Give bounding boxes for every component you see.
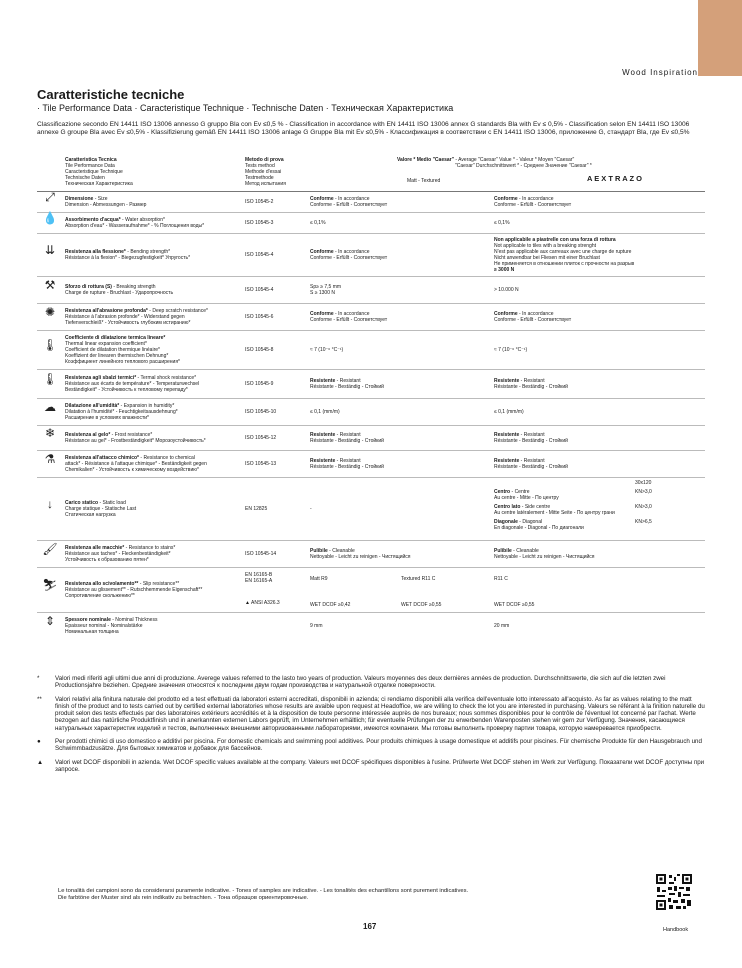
value-textured: Textured R11 C [401, 576, 436, 582]
classification-intro: Classificazione secondo EN 14411 ISO 13006 annesso G gruppo Bla con Ev ≤0,5 % - Classification in accordance with EN 14411 ISO 13006 annex G standards Bla with Ev ≤ 0,5% - Classification selon EN 14411 ISO 13006 annexe G groupe Bla avec Ev ≤0,5% - Klassifizierung gemäß EN 14411 ISO 13006 anlage G Gruppe Bla mit Ev ≤0,5% - Классификация в соответствии с EN 14411 ISO 13006, приложение G, стандарт Bla, где Ev ≤0,5% [37, 121, 690, 137]
characteristic: Coefficiente di dilatazione termica lineare* Thermal linear expansion coefficient* Coefficient de dilatation thermique linéaire* Koeffizient der linearen thermischen Dehnung* Коэффициент линейного теплового расширения* [65, 335, 180, 365]
table-row [37, 568, 705, 613]
characteristic: Resistenza al gelo* - Frost resistance* Résistance au gel* - Frostbeständigkeit* Морозоустойчивость* [65, 432, 206, 444]
value-aextrazo: 20 mm [494, 623, 510, 629]
footnote-text: Valori relativi alla finitura naturale del prodotto ed a test effettuati da laboratori esterni accreditati, disponibili in azienda; ci rendiamo disponibili alla verifica dell'eventuale lotto interessato all'acquisto. As far as values relating to the matt finish of the product and to tests carried out by certified external laboratories whose results are avaible upon request at Headoffice, we are willing to check the lot you are interested in purchasing. Valeurs se référant à la finition naturelle du produit selon des tests effectués par des laboratoires extérieurs accrédités et à la disposition de toute personne intéressée auprès de nos bureaux; nous sommes disponibles pour le contrôle de l'éventuel lot concerné par l'achat. Werte bezogen auf das natürliche Produktfinish und in anerkannten externen Labors geprüft, im Unternehmen erhältlich; für eventuelle Prüfungen der zu erwerbenden Warenposten stehen wir gern zur Verfügung. Значения, касающиеся натуральных характеристик изделий и тестов, выполненных внешними авторизованными лабораториями, имеются компании. Мы готовы выполнить проверку партии товара, которую намеревается приобрести. [55, 695, 705, 732]
table-row [37, 478, 705, 541]
characteristic: Resistenza alle macchie* - Resistance to stains* Résistance aux taches* - Fleckenbeständigkeit* Устойчивость к образованию пятен* [65, 545, 176, 563]
value-aextrazo: Conforme - In accordance Conforme - Erfüllt - Соответствует [494, 196, 572, 208]
header-matt-textured: Matt - Textured [407, 178, 441, 184]
load-size: 30x120 [635, 480, 652, 486]
value-matt: ≈ 7 (10⁻⁶ °C⁻¹) [310, 347, 344, 353]
value-aextrazo: Resistente - Resistant Résistante - Beständig - Стойкий [494, 378, 568, 390]
page-subtitle: · Tile Performance Data · Caracteristique Technique · Technische Daten · Техническая Характеристика [37, 103, 454, 113]
test-method: ISO 10545-2 [245, 199, 274, 205]
value-matt: Matt R9 [310, 576, 328, 582]
handbook-label: Handbook [663, 927, 689, 933]
row-icon: ☁ [44, 400, 56, 414]
characteristic: Resistenza alla flessione* - Bending strength* Résistance à la flexion* - Biegezugfestigkeit* Упругость* [65, 249, 191, 261]
value-matt: 9 mm [310, 623, 323, 629]
row-icon: ❄ [44, 426, 56, 440]
test-method: ISO 10545-4 [245, 252, 274, 258]
footnote [37, 759, 705, 774]
footnote [37, 696, 705, 732]
footnote-text: Valori medi riferiti agli ultimi due anni di produzione. Averege values referred to the lasto two years of production. Valeurs moyennes des deux dernières années de production. Durchschnittswerte, die sich auf die letzten zwei Productionsjahre beziehen. Средние значения относятся к последним двум годам производства и натуральной отделке поверхности. [55, 675, 666, 690]
footnote-marker: ** [37, 695, 42, 703]
value-aextrazo: > 10.000 N [494, 287, 519, 293]
value-matt: Conforme - In accordance Conforme - Erfüllt - Соответствует [310, 249, 388, 261]
load-item: Diagonale - Diagonal En diagonale - Diagonal - По диагонали [494, 519, 584, 531]
footnotes [37, 675, 705, 779]
test-method: ISO 10545-6 [245, 314, 274, 320]
table-row [37, 304, 705, 331]
value-matt: - [310, 506, 312, 512]
value-aextrazo: Non applicabile a piastrelle con una forza di rottura Not applicable to tiles with a breaking strenght N'est pas applicable aux carreaux avec une charge de rupture Nicht anwendbar bei Fliesen mit einer Bruchlast Не применяется в отношении плиток с прочности на разрыв ≥ 3000 N [494, 237, 635, 273]
value-aextrazo: ≤ 0,1% [494, 220, 510, 226]
value-matt: Conforme - In accordance Conforme - Erfüllt - Соответствует [310, 196, 388, 208]
value-matt: Resistente - Resistant Résistante - Beständig - Стойкий [310, 432, 384, 444]
table-row [37, 370, 705, 399]
row-icon: ⇕ [44, 614, 56, 628]
table-row [37, 451, 705, 478]
qr-code-icon[interactable] [655, 873, 693, 919]
test-method: ISO 10545-8 [245, 347, 274, 353]
value-aextrazo: ≤ 0,1 (mm/m) [494, 409, 524, 415]
row-icon: 🌡 [42, 338, 58, 352]
value-matt: Conforme - In accordance Conforme - Erfüllt - Соответствует [310, 311, 388, 323]
value-matt: Resistente - Resistant Résistante - Beständig - Стойкий [310, 458, 384, 470]
value-aextrazo: Resistente - Resistant Résistante - Beständig - Стойкий [494, 458, 568, 470]
row-icon: ✺ [44, 305, 56, 319]
table-body [37, 192, 705, 639]
load-value: KN>3,0 [635, 489, 652, 495]
characteristic: Spessore nominale - Nominal Thickness Epaisseur nominal - Nominalstärke Номинальная толщина [65, 617, 158, 635]
load-value: KN>3,0 [635, 504, 652, 510]
row-icon: 🌡 [42, 372, 58, 386]
characteristic: Assorbimento d'acqua* - Water absorption* Absorption d'eau* - Wasseraufnahme* - % Поглощения воды* [65, 217, 205, 229]
page-number: 167 [363, 922, 377, 931]
test-method: ISO 10545-12 [245, 435, 277, 441]
characteristic: Dimensione - Size Dimension - Abmessungen - Размер [65, 196, 147, 208]
value-matt: ≤ 0,1 (mm/m) [310, 409, 340, 415]
value-aextrazo: Conforme - In accordance Conforme - Erfüllt - Соответствует [494, 311, 572, 323]
table-header [37, 151, 705, 192]
footnote [37, 675, 705, 690]
header-method: Metodo di prova Tests method Methode d'essai Testmethode Метод испытания [245, 157, 286, 187]
load-item: Centro - Centre Au centre - Mitte - По центру [494, 489, 559, 501]
footnote-marker: * [37, 675, 40, 682]
sample-disclaimer: Le tonalità dei campioni sono da considerarsi puramente indicative. - Tones of samples are indicative. - Les tonalités des echantillons sont purement indicatives. Die farbtöne der Muster sind als rein indikativ zu betrachten. - Тона образцов ориентировочные. [58, 888, 469, 901]
technical-table [37, 151, 705, 639]
dcof-matt: WET DCOF ≥0,42 [310, 602, 351, 608]
table-row [37, 277, 705, 304]
row-icon: ⛷ [42, 578, 58, 592]
table-row [37, 613, 705, 639]
table-row [37, 331, 705, 370]
characteristic: Resistenza agli sbalzi termici* - Termal shock resistance* Résistance aux écarts de température* - Temperaturwechsel Beständigkeit* - Устойчивость к тепловому перепаду* [65, 375, 200, 393]
table-row [37, 192, 705, 213]
test-method: EN 16165-B EN 16165-A [245, 572, 273, 584]
value-aextrazo: ≈ 7 (10⁻⁶ °C⁻¹) [494, 347, 528, 353]
table-row [37, 399, 705, 426]
characteristic: Resistenza all'attacco chimico* - Resistance to chemical attack* - Résistance à l'attaque chimique* - Beständigkeit gegen Chemikalien* - Устойчивость к химическому воздействию* [65, 455, 207, 473]
table-row [37, 541, 705, 568]
test-method: ISO 10545-9 [245, 381, 274, 387]
characteristic: Dilatazione all'umidità* - Expansion in humidity* Dilatation à l'humidité* - Feuchtigkeitsausdehnung* Расширение в условиях влажности* [65, 403, 178, 421]
footnote [37, 738, 705, 753]
test-method: ISO 10545-14 [245, 551, 277, 557]
dcof-textured: WET DCOF ≥0,55 [401, 602, 442, 608]
page-title: Caratteristiche tecniche [37, 87, 185, 102]
value-aextrazo: R11 C [494, 576, 508, 582]
header-characteristic: Caratteristica Tecnica Tile Performance Data Caracteristique Technique Technische Daten Техническая Характеристика [65, 157, 133, 187]
test-method: ISO 10545-3 [245, 220, 274, 226]
footnote-text: Valori wet DCOF disponibili in azienda. Wet DCOF specific values available at the company. Valeurs wet DCOF spécifiques disponibles à l'usine. Prüfwerte Wet DCOF stehen im Werk zur Verfügung. Показатели wet DCOF доступны при запросе. [55, 758, 705, 773]
value-matt: Resistente - Resistant Résistante - Beständig - Стойкий [310, 378, 384, 390]
table-row [37, 426, 705, 451]
characteristic: Carico statico - Static load Charge statique - Statische Last Статическая нагрузка [65, 500, 137, 518]
section-color-tab [698, 0, 742, 76]
value-matt: Sp≥ ≥ 7,5 mm S ≥ 1300 N [310, 284, 342, 296]
characteristic: Sforzo di rottura (S) - Breaking strength Charge de rupture - Bruchlast - Ударопрочность [65, 284, 174, 296]
characteristic: Resistenza allo scivolamento** - Slip resistance** Résistance au glissement** - Rutschhemmende Eigenschaft** Сопротивление скольжению** [65, 581, 203, 599]
value-aextrazo: Resistente - Resistant Résistante - Beständig - Стойкий [494, 432, 568, 444]
collection-name: Wood Inspiration [622, 68, 698, 77]
header-aextrazo: A E X T R A Z O [587, 174, 643, 183]
header-value: Valore * Medio "Caesar" - Average "Caesar" Value * - Valeur * Moyen "Caesar" "Caesar" Durchschnittswert * - Среднее Значение "Caesar" * [397, 157, 592, 169]
value-matt: Pulibile - Cleanable Nettoyable - Leicht zu reinigen - Чистящийся [310, 548, 411, 560]
row-icon: ⚗ [44, 452, 56, 466]
test-method: ISO 10545-13 [245, 461, 277, 467]
row-icon: 🖌 [42, 542, 58, 556]
test-method: ISO 10545-4 [245, 287, 274, 293]
load-value: KN>6,5 [635, 519, 652, 525]
characteristic: Resistenza all'abrasione profonda* - Deep scratch resistance* Résistance à l'abrasion profonde* - Widerstand gegen Tiefenverschleiß* - Устойчивость глубоким истиранию* [65, 308, 208, 326]
dcof-aextrazo: WET DCOF ≥0,55 [494, 602, 535, 608]
table-row [37, 234, 705, 277]
row-icon: ⤢ [45, 190, 55, 204]
load-item: Centro lato - Side centre Au centre latéralement - Mitte Seite - По центру грани [494, 504, 615, 516]
row-icon: 💧 [42, 211, 58, 225]
value-aextrazo: Pulibile - Cleanable Nettoyable - Leicht zu reinigen - Чистящийся [494, 548, 595, 560]
footnote-text: Per prodotti chimici di uso domestico e additivi per piscina. For domestic chemicals and swimming pool additives. Pour produits chimiques à usage domestique et additifs pour piscines. Für chemische Produkte für den Hausgebrauch und Schwimmbadzusätze. Для бытовых химикатов и добавок для бассейнов. [55, 738, 702, 753]
test-method: EN 12825 [245, 506, 268, 512]
table-row [37, 213, 705, 234]
test-method: ISO 10545-10 [245, 409, 277, 415]
row-icon: ⇊ [44, 243, 56, 257]
footnote-marker: ● [37, 738, 41, 746]
footnote-marker: ▲ [37, 758, 44, 766]
row-icon: ↓ [47, 497, 53, 511]
row-icon: ⚒ [44, 278, 56, 292]
test-method-ansi: ▲ ANSI A326.3 [245, 600, 280, 606]
value-matt: ≤ 0,1% [310, 220, 326, 226]
